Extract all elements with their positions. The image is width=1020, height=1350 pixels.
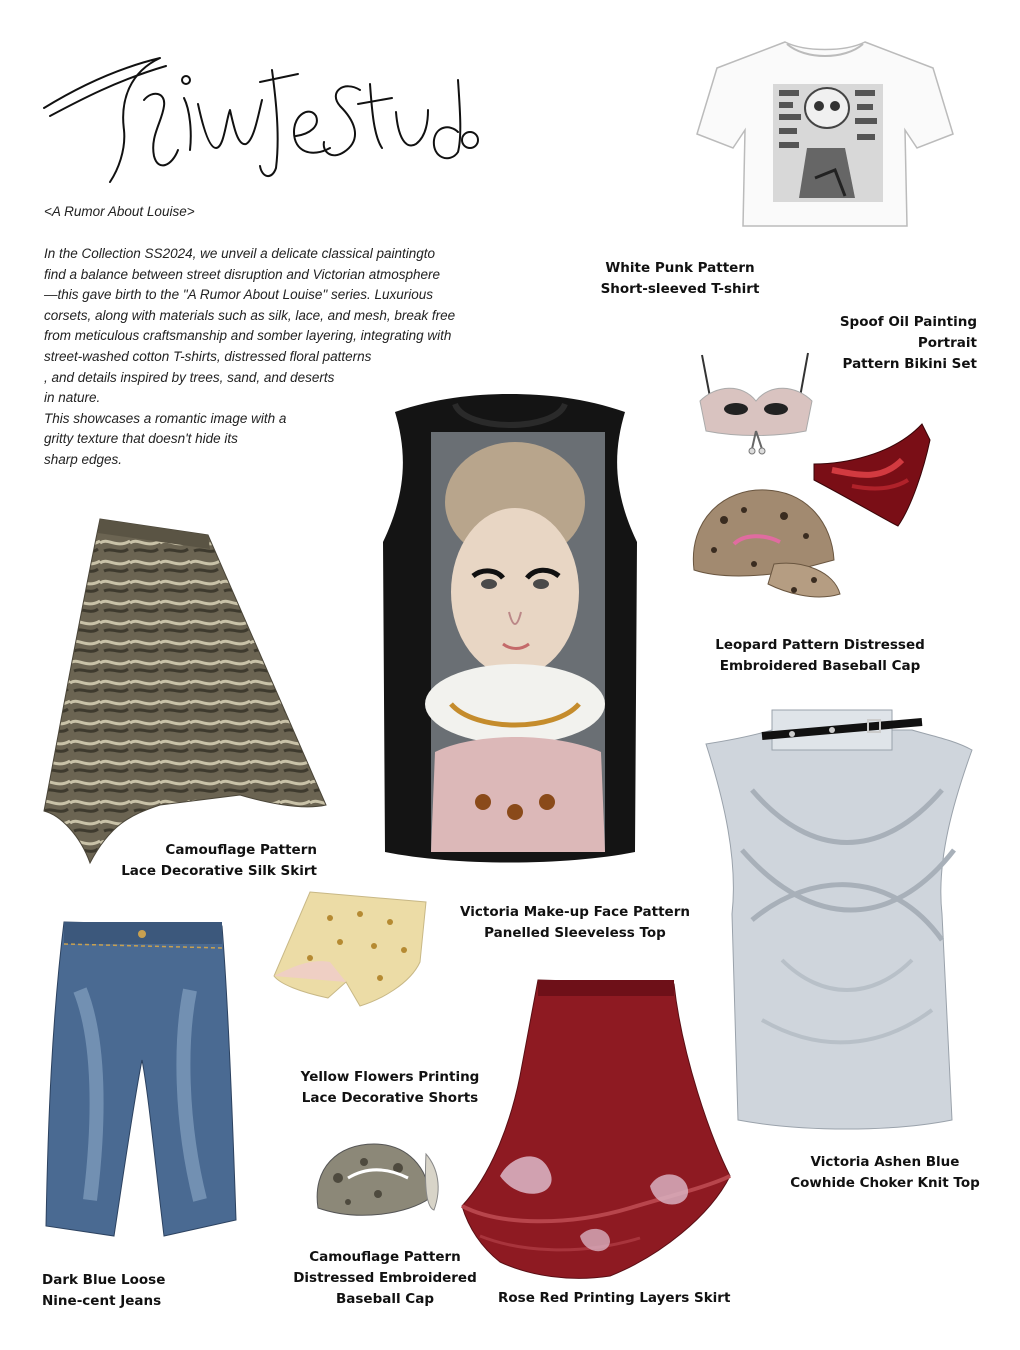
brand-logo xyxy=(40,40,480,190)
label-tshirt: White Punk Pattern Short-sleeved T-shirt xyxy=(600,260,760,297)
camo-cap-image xyxy=(308,1138,448,1228)
label-camo-skirt: Camouflage Pattern Lace Decorative Silk Skirt xyxy=(121,842,317,879)
collection-description: In the Collection SS2024, we unveil a delicate classical paintingto find a balance between street disruption and Victorian atmosphere —this gave birth to the "A Rumor About Louise" series. Luxurious corsets, along with materials such as silk, lace, and mesh, break free from meticulous craftsmanship and somber layering, integrating with street-washed cotton T-shirts, distressed floral patterns , and details inspired by trees, sand, and deserts in nature. This showcases a romantic image with a gritty texture that doesn't hide its sharp edges. xyxy=(44,246,456,467)
label-jeans: Dark Blue Loose Nine-cent Jeans xyxy=(42,1272,166,1309)
jeans-image xyxy=(40,920,240,1240)
collection-title: <A Rumor About Louise> xyxy=(44,204,195,219)
white-tshirt-image xyxy=(695,38,955,228)
label-victoria-top: Victoria Make-up Face Pattern Panelled Sleeveless Top xyxy=(460,904,690,941)
camo-skirt-image xyxy=(40,515,330,865)
label-knit-top: Victoria Ashen Blue Cowhide Choker Knit Top xyxy=(790,1154,980,1191)
leopard-cap-image xyxy=(684,480,844,610)
label-leopard-cap: Leopard Pattern Distressed Embroidered Baseball Cap xyxy=(715,637,925,674)
label-bikini: Spoof Oil Painting Portrait Pattern Bikini Set xyxy=(839,314,977,372)
label-camo-cap: Camouflage Pattern Distressed Embroidered Baseball Cap xyxy=(293,1249,477,1307)
victoria-top-image xyxy=(365,392,655,872)
yellow-shorts-image xyxy=(270,888,430,1008)
label-shorts: Yellow Flowers Printing Lace Decorative Shorts xyxy=(300,1069,480,1106)
rose-skirt-image xyxy=(460,976,740,1286)
label-rose-skirt: Rose Red Printing Layers Skirt xyxy=(498,1290,731,1306)
